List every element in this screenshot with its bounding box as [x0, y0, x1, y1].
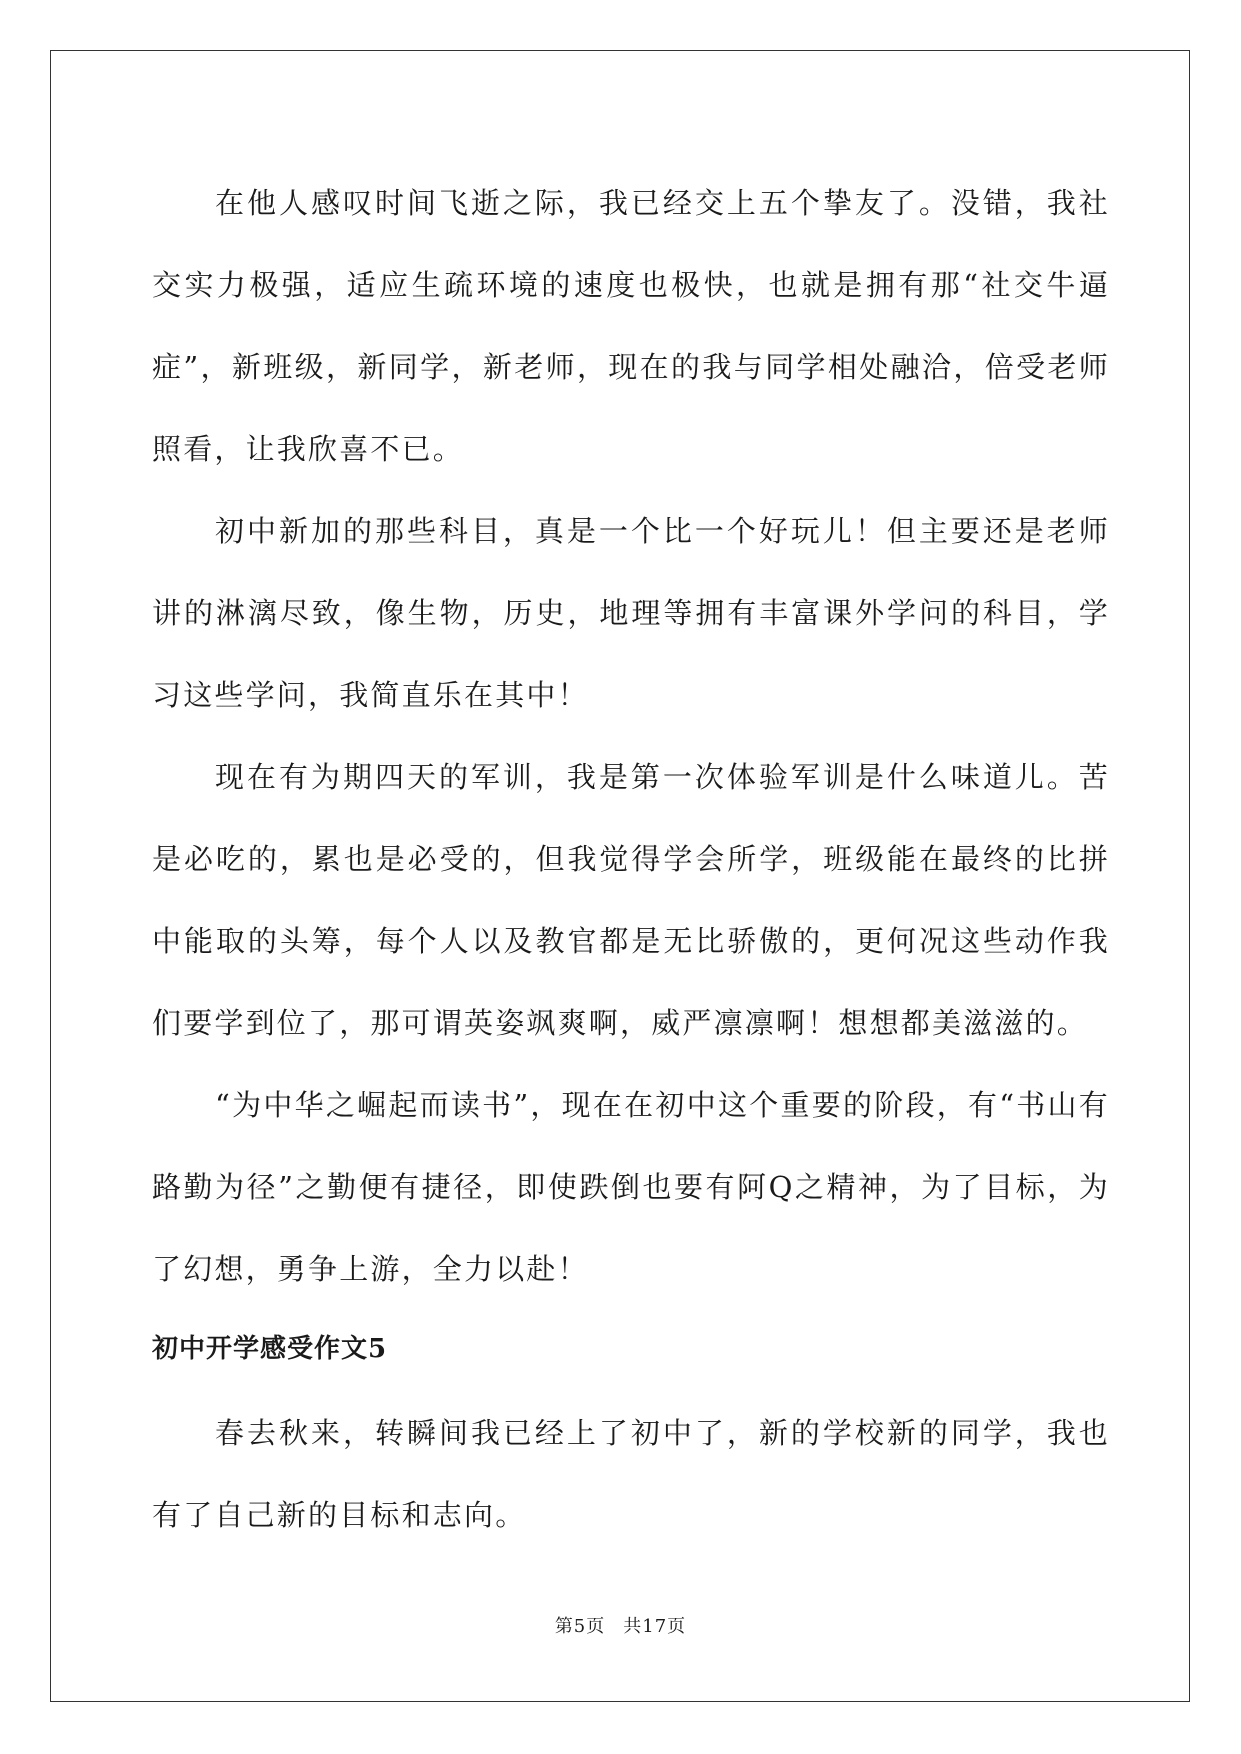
paragraph: 初中新加的那些科目，真是一个比一个好玩儿！但主要还是老师讲的淋漓尽致，像生物，历史，地理等拥有丰富课外学问的科目，学习这些学问，我简直乐在其中！: [152, 514, 1110, 712]
total-pages: 共17页: [623, 1616, 687, 1637]
section-heading: 初中开学感受作文5: [152, 1334, 388, 1364]
document-body: [152, 162, 1110, 1556]
paragraph: 在他人感叹时间飞逝之际，我已经交上五个挚友了。没错，我社交实力极强，适应生疏环境的速度也极快，也就是拥有那“社交牛逼症”，新班级，新同学，新老师，现在的我与同学相处融洽，倍受老师照看，让我欣喜不已。: [152, 186, 1110, 466]
paragraph: “为中华之崛起而读书”，现在在初中这个重要的阶段，有“书山有路勤为径”之勤便有捷径，即使跌倒也要有阿Q之精神，为了目标，为了幻想，勇争上游，全力以赴！: [152, 1088, 1110, 1286]
page-footer: [0, 1612, 1241, 1638]
paragraph: 春去秋来，转瞬间我已经上了初中了，新的学校新的同学，我也有了自己新的目标和志向。: [152, 1416, 1110, 1532]
current-page-number: 第5页: [554, 1616, 606, 1637]
paragraph: 现在有为期四天的军训，我是第一次体验军训是什么味道儿。苦是必吃的，累也是必受的，但我觉得学会所学，班级能在最终的比拼中能取的头筹，每个人以及教官都是无比骄傲的，更何况这些动作我们要学到位了，那可谓英姿飒爽啊，威严凛凛啊！想想都美滋滋的。: [152, 760, 1110, 1040]
